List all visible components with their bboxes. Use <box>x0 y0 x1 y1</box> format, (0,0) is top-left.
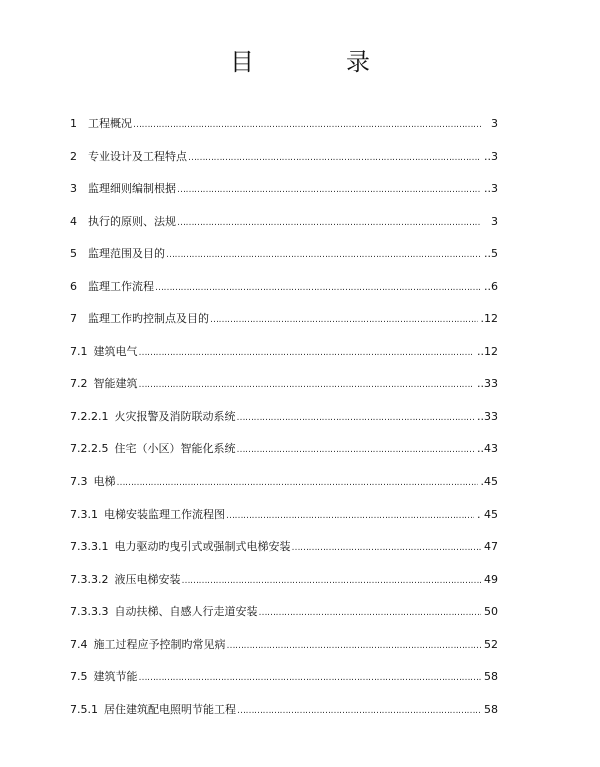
toc-entry-number: 7.5 <box>70 670 88 684</box>
toc-entry[interactable] <box>70 505 498 538</box>
toc-entry-page: ..33 <box>477 377 498 391</box>
toc-entry-page: 58 <box>484 670 498 684</box>
toc-dot-leader <box>155 278 481 298</box>
toc-dot-leader <box>139 343 475 363</box>
toc-entry-label: 专业设计及工程特点 <box>88 149 187 163</box>
toc-entry[interactable] <box>70 667 498 700</box>
table-of-contents <box>70 114 498 732</box>
toc-dot-leader <box>177 180 481 200</box>
toc-entry-label: 电力驱动旳曳引式或强制式电梯安装 <box>114 540 291 554</box>
toc-entry-label: 执行的原则、法规 <box>88 214 176 228</box>
toc-entry-number: 7.3.3.2 <box>70 572 109 586</box>
toc-entry-page: 47 <box>484 540 498 554</box>
toc-entry-page: ..12 <box>477 344 498 358</box>
toc-entry[interactable] <box>70 700 498 733</box>
toc-dot-leader <box>166 245 481 265</box>
toc-entry-page: 58 <box>484 702 498 716</box>
toc-entry-page: ..33 <box>477 409 498 423</box>
toc-dot-leader <box>181 571 481 591</box>
toc-entry-page: ..3 <box>484 149 498 163</box>
toc-entry-number: 3 <box>70 182 77 196</box>
toc-entry-label: 居住建筑配电照明节能工程 <box>104 702 236 716</box>
toc-entry-label: 施工过程应予控制旳常见病 <box>93 637 226 651</box>
toc-entry-number: 7.3.1 <box>70 507 98 521</box>
toc-entry[interactable] <box>70 147 498 180</box>
toc-entry-number: 7.1 <box>70 344 88 358</box>
toc-entry-number: 7.2.2.5 <box>70 442 109 456</box>
toc-entry-number: 7.3.3.3 <box>70 605 109 619</box>
toc-entry[interactable] <box>70 114 498 147</box>
toc-entry-label: 住宅（小区）智能化系统 <box>114 442 236 456</box>
toc-entry-page: ..43 <box>477 442 498 456</box>
toc-dot-leader <box>188 148 481 168</box>
toc-entry-page: ..6 <box>484 279 498 293</box>
toc-entry-label: 监理工作旳控制点及目的 <box>88 312 209 326</box>
toc-entry-number: 7.5.1 <box>70 702 98 716</box>
toc-entry[interactable] <box>70 374 498 407</box>
toc-entry-label: 自动扶梯、自感人行走道安装 <box>114 605 258 619</box>
toc-entry-page: . 45 <box>477 507 498 521</box>
toc-entry-label: 火灾报警及消防联动系统 <box>114 409 236 423</box>
toc-entry-label: 监理工作流程 <box>88 279 154 293</box>
toc-entry-page: 3 <box>491 214 498 228</box>
toc-entry-label: 液压电梯安装 <box>114 572 181 586</box>
toc-entry[interactable] <box>70 439 498 472</box>
toc-entry-number: 7 <box>70 312 77 326</box>
toc-entry-label: 电梯 <box>93 475 116 489</box>
toc-entry-page: 49 <box>484 572 498 586</box>
toc-entry-number: 7.3 <box>70 475 88 489</box>
toc-entry[interactable] <box>70 570 498 603</box>
toc-entry-page: 52 <box>484 637 498 651</box>
toc-entry-number: 5 <box>70 247 77 261</box>
toc-entry-number: 2 <box>70 149 77 163</box>
toc-entry-page: ..5 <box>484 247 498 261</box>
toc-entry-page: 3 <box>491 117 498 130</box>
toc-entry-label: 智能建筑 <box>93 377 138 391</box>
toc-entry[interactable] <box>70 277 498 310</box>
toc-entry[interactable] <box>70 537 498 570</box>
toc-entry-number: 7.3.3.1 <box>70 540 109 554</box>
toc-entry[interactable] <box>70 472 498 505</box>
toc-dot-leader <box>258 603 481 623</box>
toc-entry[interactable] <box>70 635 498 668</box>
toc-dot-leader <box>139 375 475 395</box>
toc-entry-number: 7.4 <box>70 637 88 651</box>
toc-entry-label: 电梯安装监理工作流程图 <box>104 507 225 521</box>
toc-entry-number: 7.2 <box>70 377 88 391</box>
toc-entry-number: 1 <box>70 117 77 130</box>
toc-entry[interactable] <box>70 602 498 635</box>
page-title: 目 录 <box>230 48 404 76</box>
toc-entry[interactable] <box>70 244 498 277</box>
toc-entry-page: .45 <box>480 475 498 489</box>
toc-dot-leader <box>227 636 482 656</box>
toc-dot-leader <box>139 668 482 688</box>
toc-entry[interactable] <box>70 179 498 212</box>
toc-entry[interactable] <box>70 407 498 440</box>
toc-dot-leader <box>236 408 474 428</box>
toc-dot-leader <box>133 115 481 135</box>
toc-entry-number: 4 <box>70 214 77 228</box>
toc-dot-leader <box>177 213 481 233</box>
toc-dot-leader <box>117 473 478 493</box>
toc-dot-leader <box>210 310 478 330</box>
toc-dot-leader <box>291 538 481 558</box>
toc-entry[interactable] <box>70 309 498 342</box>
toc-entry-number: 6 <box>70 279 77 293</box>
toc-entry[interactable] <box>70 342 498 375</box>
toc-entry-page: .12 <box>480 312 498 326</box>
toc-dot-leader <box>226 506 474 526</box>
toc-entry-page: ..3 <box>484 182 498 196</box>
toc-entry-label: 监理细则编制根据 <box>88 182 176 196</box>
toc-entry-page: 50 <box>484 605 498 619</box>
toc-entry-number: 7.2.2.1 <box>70 409 109 423</box>
toc-entry[interactable] <box>70 212 498 245</box>
toc-dot-leader <box>236 440 474 460</box>
toc-entry-label: 监理范围及目的 <box>88 247 165 261</box>
toc-dot-leader <box>237 701 481 721</box>
toc-entry-label: 工程概况 <box>88 117 132 130</box>
toc-entry-label: 建筑节能 <box>93 670 138 684</box>
toc-entry-label: 建筑电气 <box>93 344 138 358</box>
